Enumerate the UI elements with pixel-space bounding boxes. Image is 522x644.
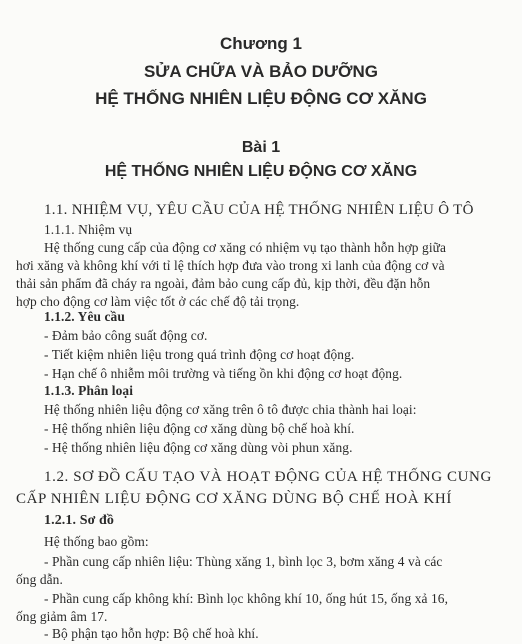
lesson-number: Bài 1: [241, 139, 281, 156]
list-item: - Hạn chế ô nhiễm môi trường và tiếng ồn khi động cơ hoạt động.: [44, 366, 403, 381]
paragraph-line: Hệ thống nhiên liệu động cơ xăng trên ô tô được chia thành hai loại:: [44, 402, 417, 417]
list-item: - Đảm bảo công suất động cơ.: [44, 328, 208, 343]
list-item: - Phần cung cấp không khí: Bình lọc không khí 10, ống hút 15, ống xả 16,: [44, 591, 449, 606]
list-item-continuation: ống dẫn.: [16, 572, 63, 587]
section-heading-1-2-line-2: CẤP NHIÊN LIỆU ĐỘNG CƠ XĂNG DÙNG BỘ CHẾ HOÀ KHÍ: [16, 491, 452, 507]
section-heading-1-1: 1.1. NHIỆM VỤ, YÊU CẦU CỦA HỆ THỐNG NHIÊN LIỆU Ô TÔ: [44, 202, 474, 218]
lesson-title: HỆ THỐNG NHIÊN LIỆU ĐỘNG CƠ XĂNG: [104, 163, 418, 180]
paragraph-line: thải sản phẩm đã cháy ra ngoài, đảm bảo cung cấp đủ, kịp thời, đều đặn hỗn: [16, 276, 431, 291]
list-item: - Bộ phận tạo hỗn hợp: Bộ chế hoà khí.: [44, 626, 259, 641]
chapter-title-line-1: SỬA CHỮA VÀ BẢO DƯỠNG: [143, 62, 379, 81]
list-item: - Hệ thống nhiên liệu động cơ xăng dùng bộ chế hoà khí.: [44, 421, 355, 436]
list-item: - Hệ thống nhiên liệu động cơ xăng dùng vòi phun xăng.: [44, 440, 353, 455]
paragraph-line: hơi xăng và không khí với tỉ lệ thích hợp đưa vào trong xi lanh của động cơ và: [16, 258, 445, 273]
subsection-heading-1-2-1: 1.2.1. Sơ đồ: [44, 513, 115, 528]
list-item: - Phần cung cấp nhiên liệu: Thùng xăng 1, bình lọc 3, bơm xăng 4 và các: [44, 554, 443, 569]
chapter-title-line-2: HỆ THỐNG NHIÊN LIỆU ĐỘNG CƠ XĂNG: [95, 89, 427, 108]
subsection-heading-1-1-3: 1.1.3. Phân loại: [44, 383, 134, 398]
chapter-number: Chương 1: [219, 34, 302, 53]
paragraph-line: Hệ thống cung cấp của động cơ xăng có nhiệm vụ tạo thành hỗn hợp giữa: [44, 240, 447, 255]
list-item-continuation: ống giảm âm 17.: [16, 609, 108, 624]
subsection-heading-1-1-1: 1.1.1. Nhiệm vụ: [44, 222, 133, 237]
paragraph-line: Hệ thống bao gồm:: [44, 534, 149, 549]
paragraph-line: hợp cho động cơ làm việc tốt ở các chế độ tải trọng.: [16, 294, 300, 309]
section-heading-1-2-line-1: 1.2. SƠ ĐỒ CẤU TẠO VÀ HOẠT ĐỘNG CỦA HỆ THỐNG CUNG: [44, 469, 492, 485]
list-item: - Tiết kiệm nhiên liệu trong quá trình động cơ hoạt động.: [44, 347, 355, 362]
subsection-heading-1-1-2: 1.1.2. Yêu cầu: [44, 309, 125, 324]
